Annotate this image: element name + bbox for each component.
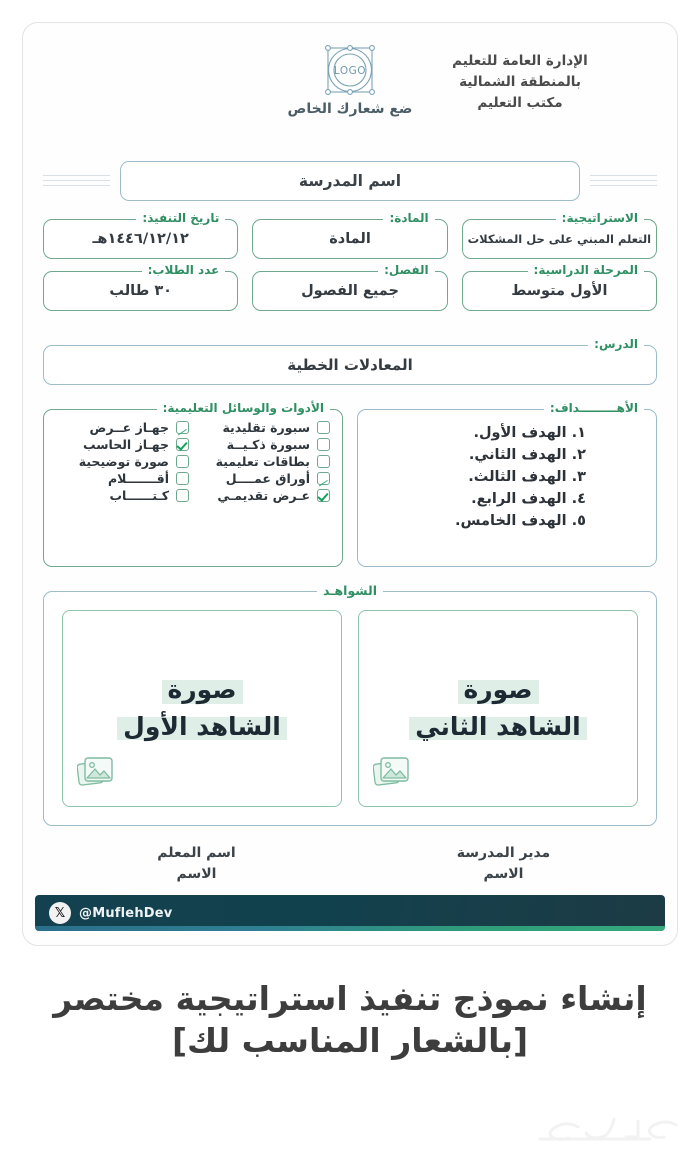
field-lesson-label: الدرس: [588, 337, 644, 351]
field-class[interactable] [252, 263, 447, 311]
field-student-count[interactable] [43, 263, 238, 311]
checkbox-checked-icon[interactable] [317, 489, 330, 502]
signatures-row [43, 843, 657, 885]
tools-panel[interactable] [43, 401, 343, 567]
field-subject-value: المادة [329, 231, 371, 247]
evidence-cards [44, 592, 656, 825]
tool-label: أقـــــــلام [107, 471, 169, 486]
goal-item: ٢. الهدف الثاني. [468, 447, 586, 464]
school-name-field[interactable]: اسم المدرسة [120, 161, 580, 201]
lesson-plan-sheet [22, 22, 678, 946]
goals-label: الأهـــــــــداف: [544, 401, 644, 415]
field-grade-value: الأول متوسط [511, 283, 608, 299]
field-grade-label: المرحلة الدراسية: [528, 263, 644, 277]
evidence-card-second[interactable] [358, 610, 638, 807]
goals-and-tools-row [43, 401, 657, 567]
tool-checkbox-smart-board[interactable] [197, 437, 330, 452]
page-caption: إنشاء نموذج تنفيذ استراتيجية مختصر [بالشعار المناسب لك] [53, 979, 647, 1061]
signature-role: اسم المعلم [157, 845, 236, 861]
org-line-1: الإدارة العامة للتعليم [452, 53, 588, 69]
tool-label: أوراق عمــــل [225, 471, 310, 486]
svg-text:LOGO: LOGO [333, 65, 367, 77]
tool-checkbox-flashcards[interactable] [197, 454, 330, 469]
signature-name: الاسم [176, 866, 217, 882]
organization-block [395, 51, 645, 114]
goal-item: ٥. الهدف الخامس. [455, 513, 586, 530]
tools-label: الأدوات والوسائل التعليمية: [157, 401, 330, 415]
evidence-placeholder-line1: صورة [458, 672, 539, 708]
goal-item: ٣. الهدف الثالث. [468, 469, 586, 486]
tool-checkbox-pens[interactable] [56, 471, 189, 486]
signature-role: مدير المدرسة [456, 845, 551, 861]
field-lesson[interactable] [43, 337, 657, 385]
tool-checkbox-illustration[interactable] [56, 454, 189, 469]
tool-checkbox-presentation[interactable] [197, 488, 330, 503]
tool-label: عـرض تقديمـي [217, 488, 310, 503]
field-subject-label: المادة: [383, 211, 434, 225]
school-name-row [43, 159, 657, 203]
tool-checkbox-book[interactable] [56, 488, 189, 503]
checkbox-icon[interactable] [176, 472, 189, 485]
evidence-label: الشواهـد [317, 583, 383, 598]
field-date[interactable] [43, 211, 238, 259]
goals-list [358, 410, 656, 540]
field-student-count-value: ٣٠ طالب [109, 283, 173, 299]
field-strategy[interactable] [462, 211, 657, 259]
field-date-value: ١٤٤٦/١٢/١٢هـ [92, 231, 189, 247]
evidence-panel [43, 583, 657, 826]
tool-label: بطاقات تعليمية [215, 454, 310, 469]
org-line-2: بالمنطقة الشمالية [459, 73, 581, 90]
field-date-label: تاريخ التنفيذ: [136, 211, 225, 225]
field-grade[interactable] [462, 263, 657, 311]
checkbox-checked-icon[interactable] [176, 438, 189, 451]
logo-caption: ضع شعارك الخاص [287, 101, 413, 117]
signature-teacher [43, 843, 350, 885]
tool-label: جهـاز عــرض [89, 420, 169, 435]
goals-panel[interactable] [357, 401, 657, 567]
watermark-bar [35, 895, 665, 931]
checkbox-icon[interactable] [176, 455, 189, 468]
tool-label: سبورة تقليدية [222, 420, 310, 435]
tool-checkbox-traditional-board[interactable] [197, 420, 330, 435]
field-student-count-label: عدد الطلاب: [142, 263, 226, 277]
field-subject[interactable] [252, 211, 447, 259]
field-strategy-label: الاستراتيجية: [556, 211, 644, 225]
info-fields-grid [43, 211, 657, 311]
watermark-handle: @MuflehDev [79, 905, 173, 921]
checkbox-icon[interactable] [176, 489, 189, 502]
evidence-placeholder-line1: صورة [162, 672, 243, 708]
image-placeholder-icon [373, 754, 413, 794]
tool-label: جهـاز الحاسب [83, 437, 169, 452]
image-placeholder-icon [77, 754, 117, 794]
decorative-lines-left [43, 175, 110, 187]
goal-item: ٤. الهدف الرابع. [471, 491, 586, 508]
field-lesson-value: المعادلات الخطية [287, 356, 413, 374]
checkbox-icon[interactable] [317, 421, 330, 434]
sheet-header [23, 41, 677, 141]
tool-checkbox-projector[interactable] [56, 420, 189, 435]
field-class-value: جميع الفصول [301, 283, 399, 299]
tool-checkbox-computer[interactable] [56, 437, 189, 452]
tool-label: صورة توضيحية [78, 454, 169, 469]
checkbox-icon[interactable] [317, 438, 330, 451]
tool-label: سبورة ذكـيــة [226, 437, 310, 452]
signature-name: الاسم [483, 866, 524, 882]
logo-icon [319, 41, 381, 99]
evidence-placeholder-line2: الشاهد الأول [117, 709, 287, 745]
evidence-placeholder-line2: الشاهد الثاني [409, 709, 587, 745]
x-logo-icon: 𝕏 [49, 902, 71, 924]
signature-principal [350, 843, 657, 885]
tool-checkbox-worksheets[interactable] [197, 471, 330, 486]
site-watermark [518, 1107, 688, 1153]
field-class-label: الفصل: [378, 263, 435, 277]
decorative-lines-right [590, 175, 657, 187]
evidence-card-first[interactable] [62, 610, 342, 807]
goal-item: ١. الهدف الأول. [473, 425, 586, 441]
field-strategy-value: التعلم المبني على حل المشكلات [467, 232, 652, 246]
logo-placeholder[interactable] [275, 41, 425, 117]
tools-checkbox-grid [44, 410, 342, 513]
org-line-3: مكتب التعليم [477, 94, 563, 111]
checkbox-icon[interactable] [317, 455, 330, 468]
tool-label: كـتــــــاب [109, 488, 169, 503]
